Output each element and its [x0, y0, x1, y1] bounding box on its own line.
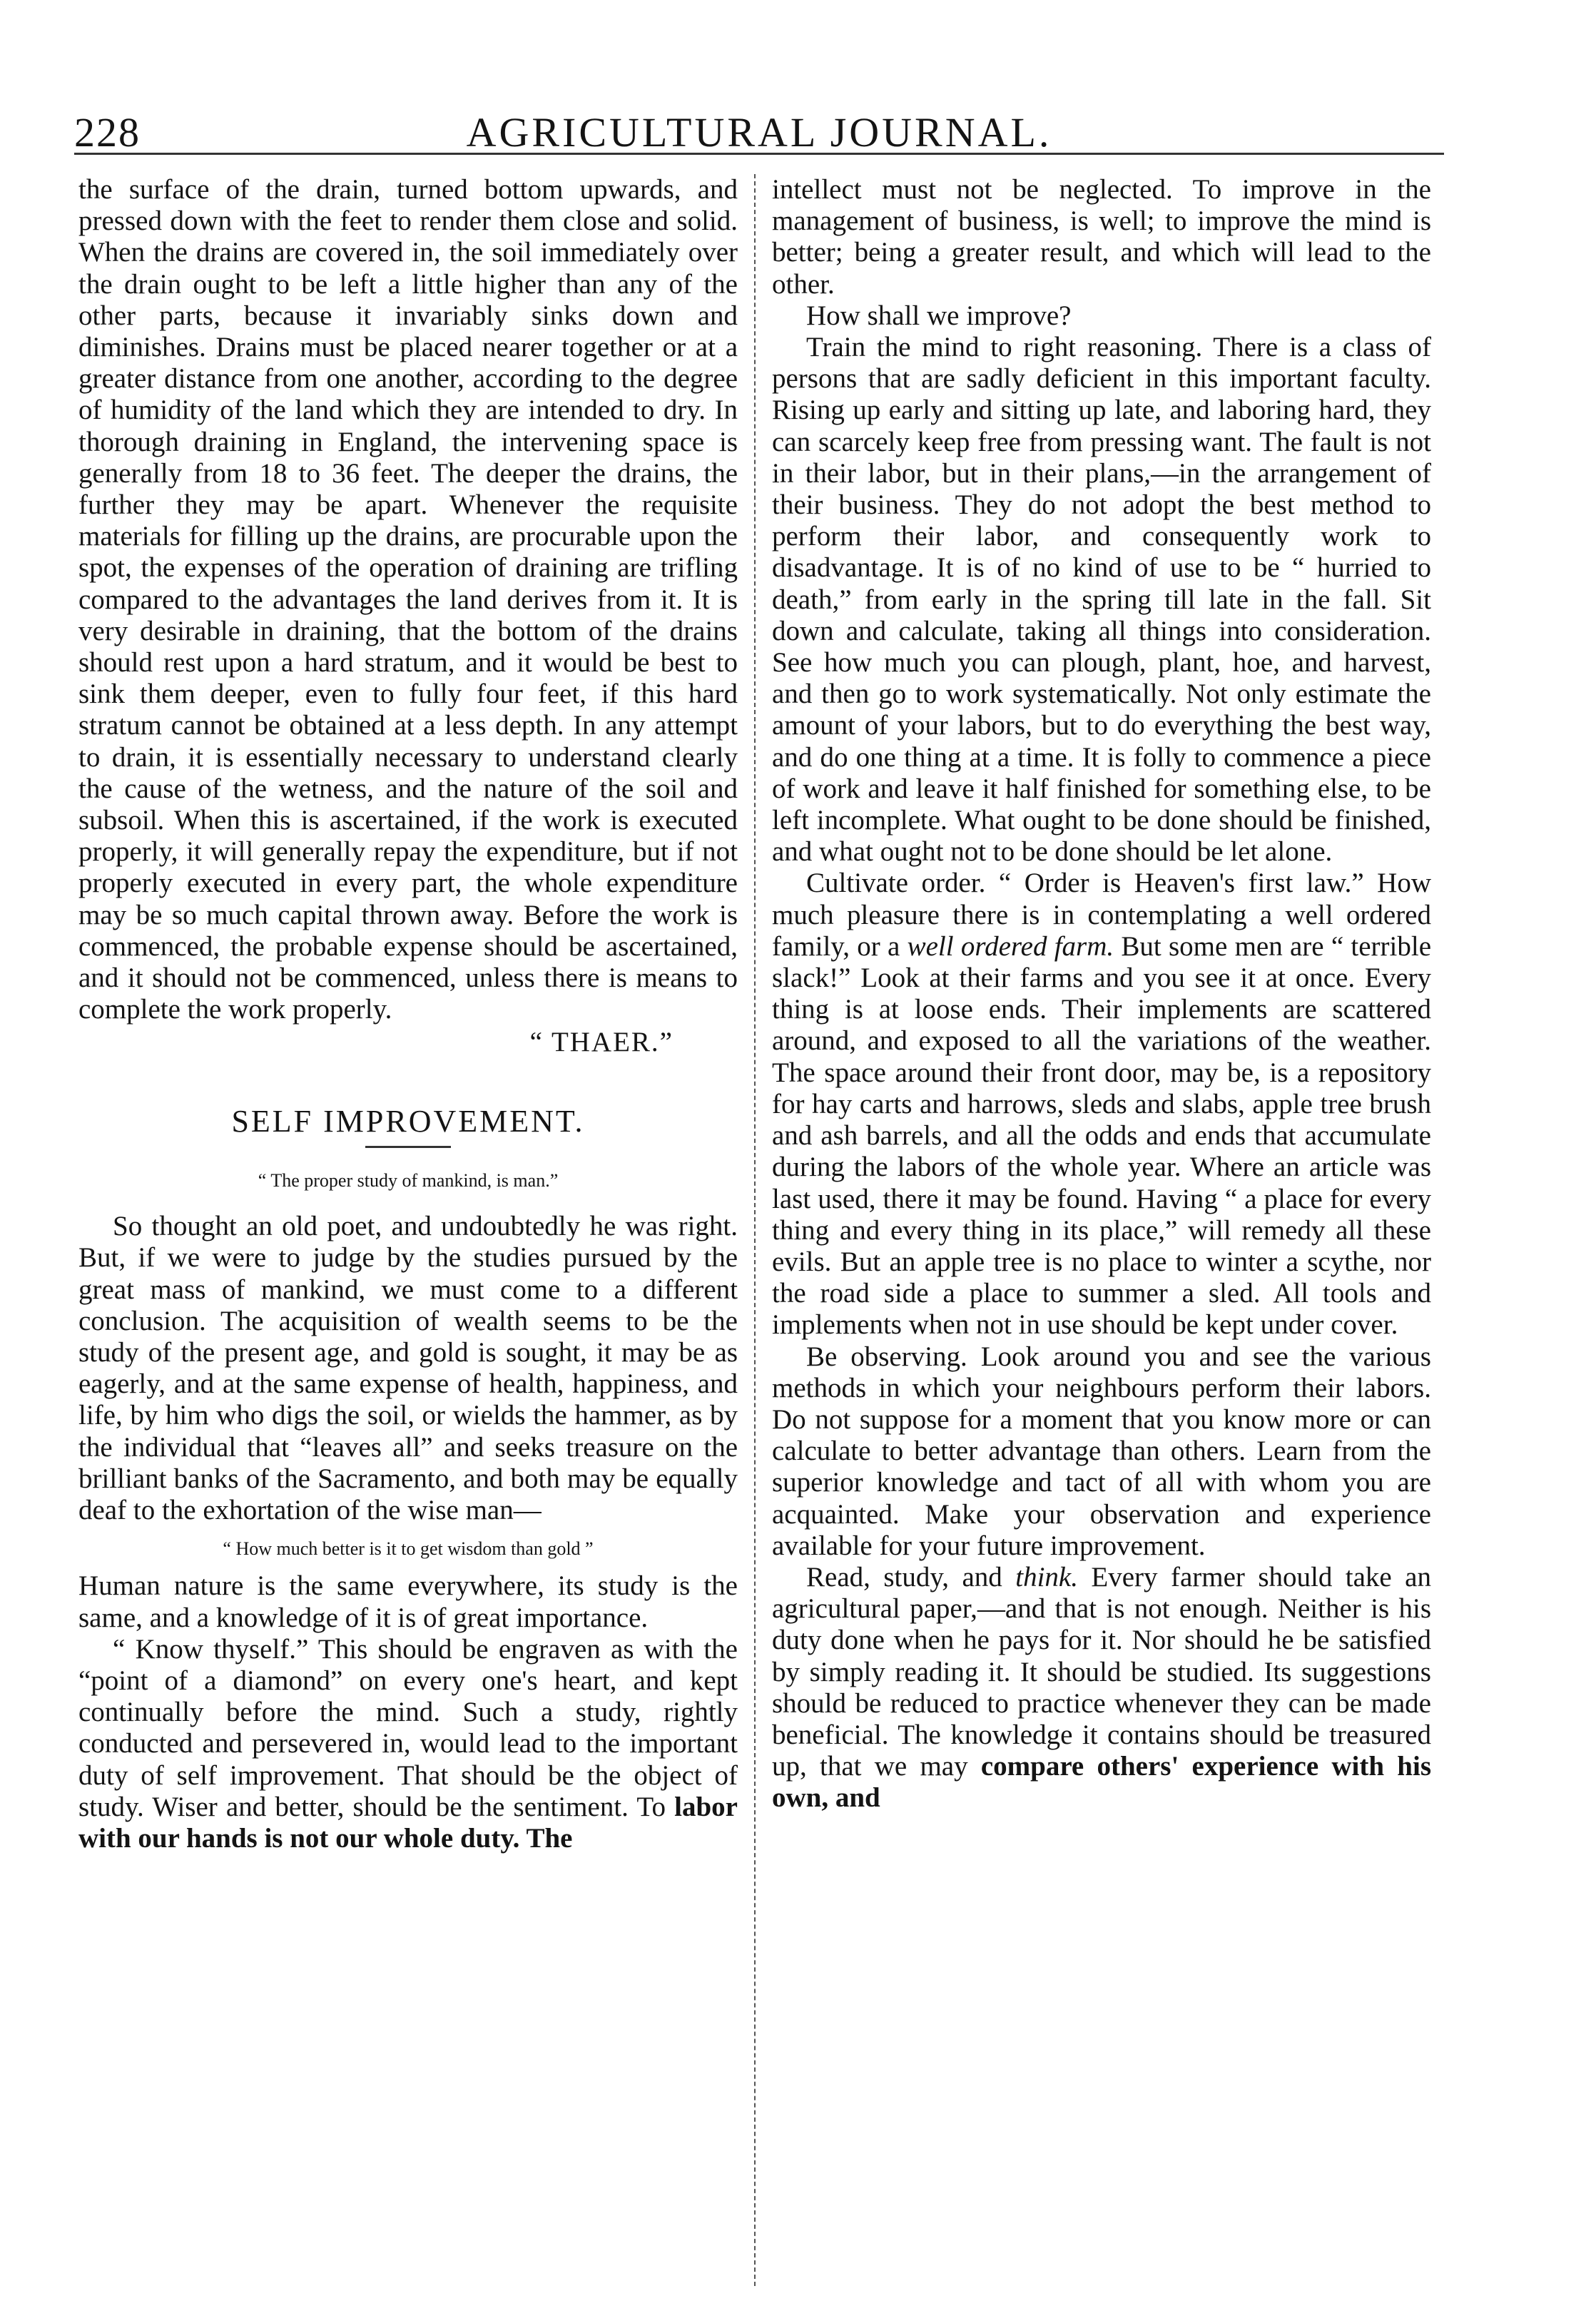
right-paragraph-6 [772, 1562, 1431, 1814]
article-signature: “ THAER.” [529, 1027, 674, 1058]
self-improvement-paragraph-3 [78, 1634, 738, 1854]
epigraph: “ The proper study of mankind, is man.” [258, 1169, 559, 1191]
order-paragraph-end: But some men are “ terrible slack!” Look at their farms and you see it at once. Every thing is at loose ends. Their implements are scattered around, and exposed to all the variations of the weather. The space around their front door, may be, is a repository for hay carts and harrows, sleds and slabs, apple tree brush and ash barrels, and all the odds and ends that accumulate during the labors of the whole year. Where an article was last used, there it may be found. Having “ a place for every thing and every thing in its place,” will remedy all these evils. But an apple tree is no place to winter a scythe, nor the road side a place to summer a sled. All tools and implements when not in use should be kept under cover. [772, 930, 1432, 1341]
column-divider [754, 174, 756, 2286]
page-number: 228 [74, 109, 141, 156]
italic-think: think. [1015, 1561, 1078, 1593]
right-paragraph-4 [772, 868, 1431, 1341]
page-header [74, 108, 1444, 166]
right-paragraph-5: Be observing. Look around you and see the various methods in which your neighbours perform their labors. Do not suppose for a moment that you know more or can calculate to better advantage than others. Learn from the superior knowledge and tact of all with whom you are acquainted. Make your observation and experience available for your future improvement. [772, 1341, 1431, 1561]
paragraph-3-final-line: labor with our hands is not our whole duty. The [78, 1791, 738, 1854]
self-improvement-paragraph-1: So thought an old poet, and undoubtedly he was right. But, if we were to judge by the studies pursued by the great mass of mankind, we must come to a different conclusion. The acquisition of wealth seems to be the study of the present age, and gold is sought, it may be as eagerly, and at the same expense of health, happiness, and life, by him who digs the soil, or wields the hammer, as by the individual that “leaves all” and seeks treasure on the brilliant banks of the Sacramento, and both may be equally deaf to the exhortation of the wise man— [78, 1211, 738, 1525]
paragraph-3-text: “ Know thyself.” This should be engraven as with the “point of a diamond” on every one's heart, and kept continually before the mind. Such a study, rightly conducted and persevered in, would lead to the important duty of self improvement. That should be the object of study. Wiser and better, should be the sentiment. To [78, 1633, 738, 1822]
title-rule [365, 1146, 451, 1148]
read-paragraph-start: Read, study, and [806, 1561, 1002, 1593]
read-paragraph-end: Every farmer should take an agricultural paper,—and that is not enough. Neither is his duty done when he pays for it. Nor should he be satisfied by simply reading it. It should be studied. Its suggestions should be reduced to practice whenever they can be made beneficial. The knowledge it contains should be treasured up, that we may [772, 1561, 1431, 1782]
right-paragraph-3: Train the mind to right reasoning. There is a class of persons that are sadly deficient in this important faculty. Rising up early and sitting up late, and laboring hard, they can scarcely keep free from pressing want. The fault is not in their labor, but in their plans,—in the arrangement of their business. They do not adopt the best method to perform their labor, and consequently work to disadvantage. It is of no kind of use to be “ hurried to death,” from early in the spring till late in the fall. Sit down and calculate, taking all things into consideration. See how much you can plough, plant, hoe, and harvest, and then go to work systematically. Not only estimate the amount of your labors, but to do everything the best way, and do one thing at a time. It is folly to commence a piece of work and leave it half finished for something else, to be left incomplete. What ought to be done should be finished, and what ought not to be done should be let alone. [772, 332, 1431, 868]
drainage-paragraph: the surface of the drain, turned bottom upwards, and pressed down with the feet to render them close and solid. When the drains are covered in, the soil immediately over the drain ought to be left a little higher than any of the other parts, because it invariably sinks down and diminishes. Drains must be placed nearer together or at a greater distance from one another, according to the degree of humidity of the land which they are intended to dry. In thorough draining in England, the intervening space is generally from 18 to 36 feet. The deeper the drains, the further they may be apart. Whenever the requisite materials for filling up the drains, are procurable upon the spot, the expenses of the operation of draining are trifling compared to the advantages the land derives from it. It is very desirable in draining, that the bottom of the drains should rest upon a hard stratum, and it would be best to sink them deeper, even to fully four feet, if this hard stratum cannot be obtained at a less depth. In any attempt to drain, it is essentially necessary to understand clearly the cause of the wetness, and the nature of the soil and subsoil. When this is ascertained, if the work is executed properly, it will generally repay the expenditure, but if not properly executed in every part, the whole expenditure may be so much capital thrown away. Before the work is commenced, the probable expense should be ascertained, and it should not be commenced, unless there is means to complete the work properly. [78, 174, 738, 1025]
running-title: AGRICULTURAL JOURNAL. [466, 109, 1052, 156]
order-paragraph-start: Cultivate order. “ Order is Heaven's first law.” How much pleasure there is in contemplating a well ordered family, or a [772, 868, 1431, 962]
self-improvement-paragraph-2: Human nature is the same everywhere, its study is the same, and a knowledge of it is of great importance. [78, 1570, 738, 1633]
right-column [772, 174, 1431, 1814]
right-paragraph-1: intellect must not be neglected. To improve in the management of business, is well; to improve the mind is better; being a greater result, and which will lead to the other. [772, 174, 1431, 300]
italic-well-ordered-farm: well ordered farm. [907, 930, 1114, 962]
section-title: SELF IMPROVEMENT. [231, 1103, 585, 1139]
scripture-quote: “ How much better is it to get wisdom than gold ” [223, 1538, 594, 1560]
right-paragraph-2: How shall we improve? [806, 300, 1072, 331]
header-rule [74, 153, 1444, 155]
left-column [78, 174, 738, 1854]
read-paragraph-final-line: compare others' experience with his own, and [772, 1751, 1431, 1814]
